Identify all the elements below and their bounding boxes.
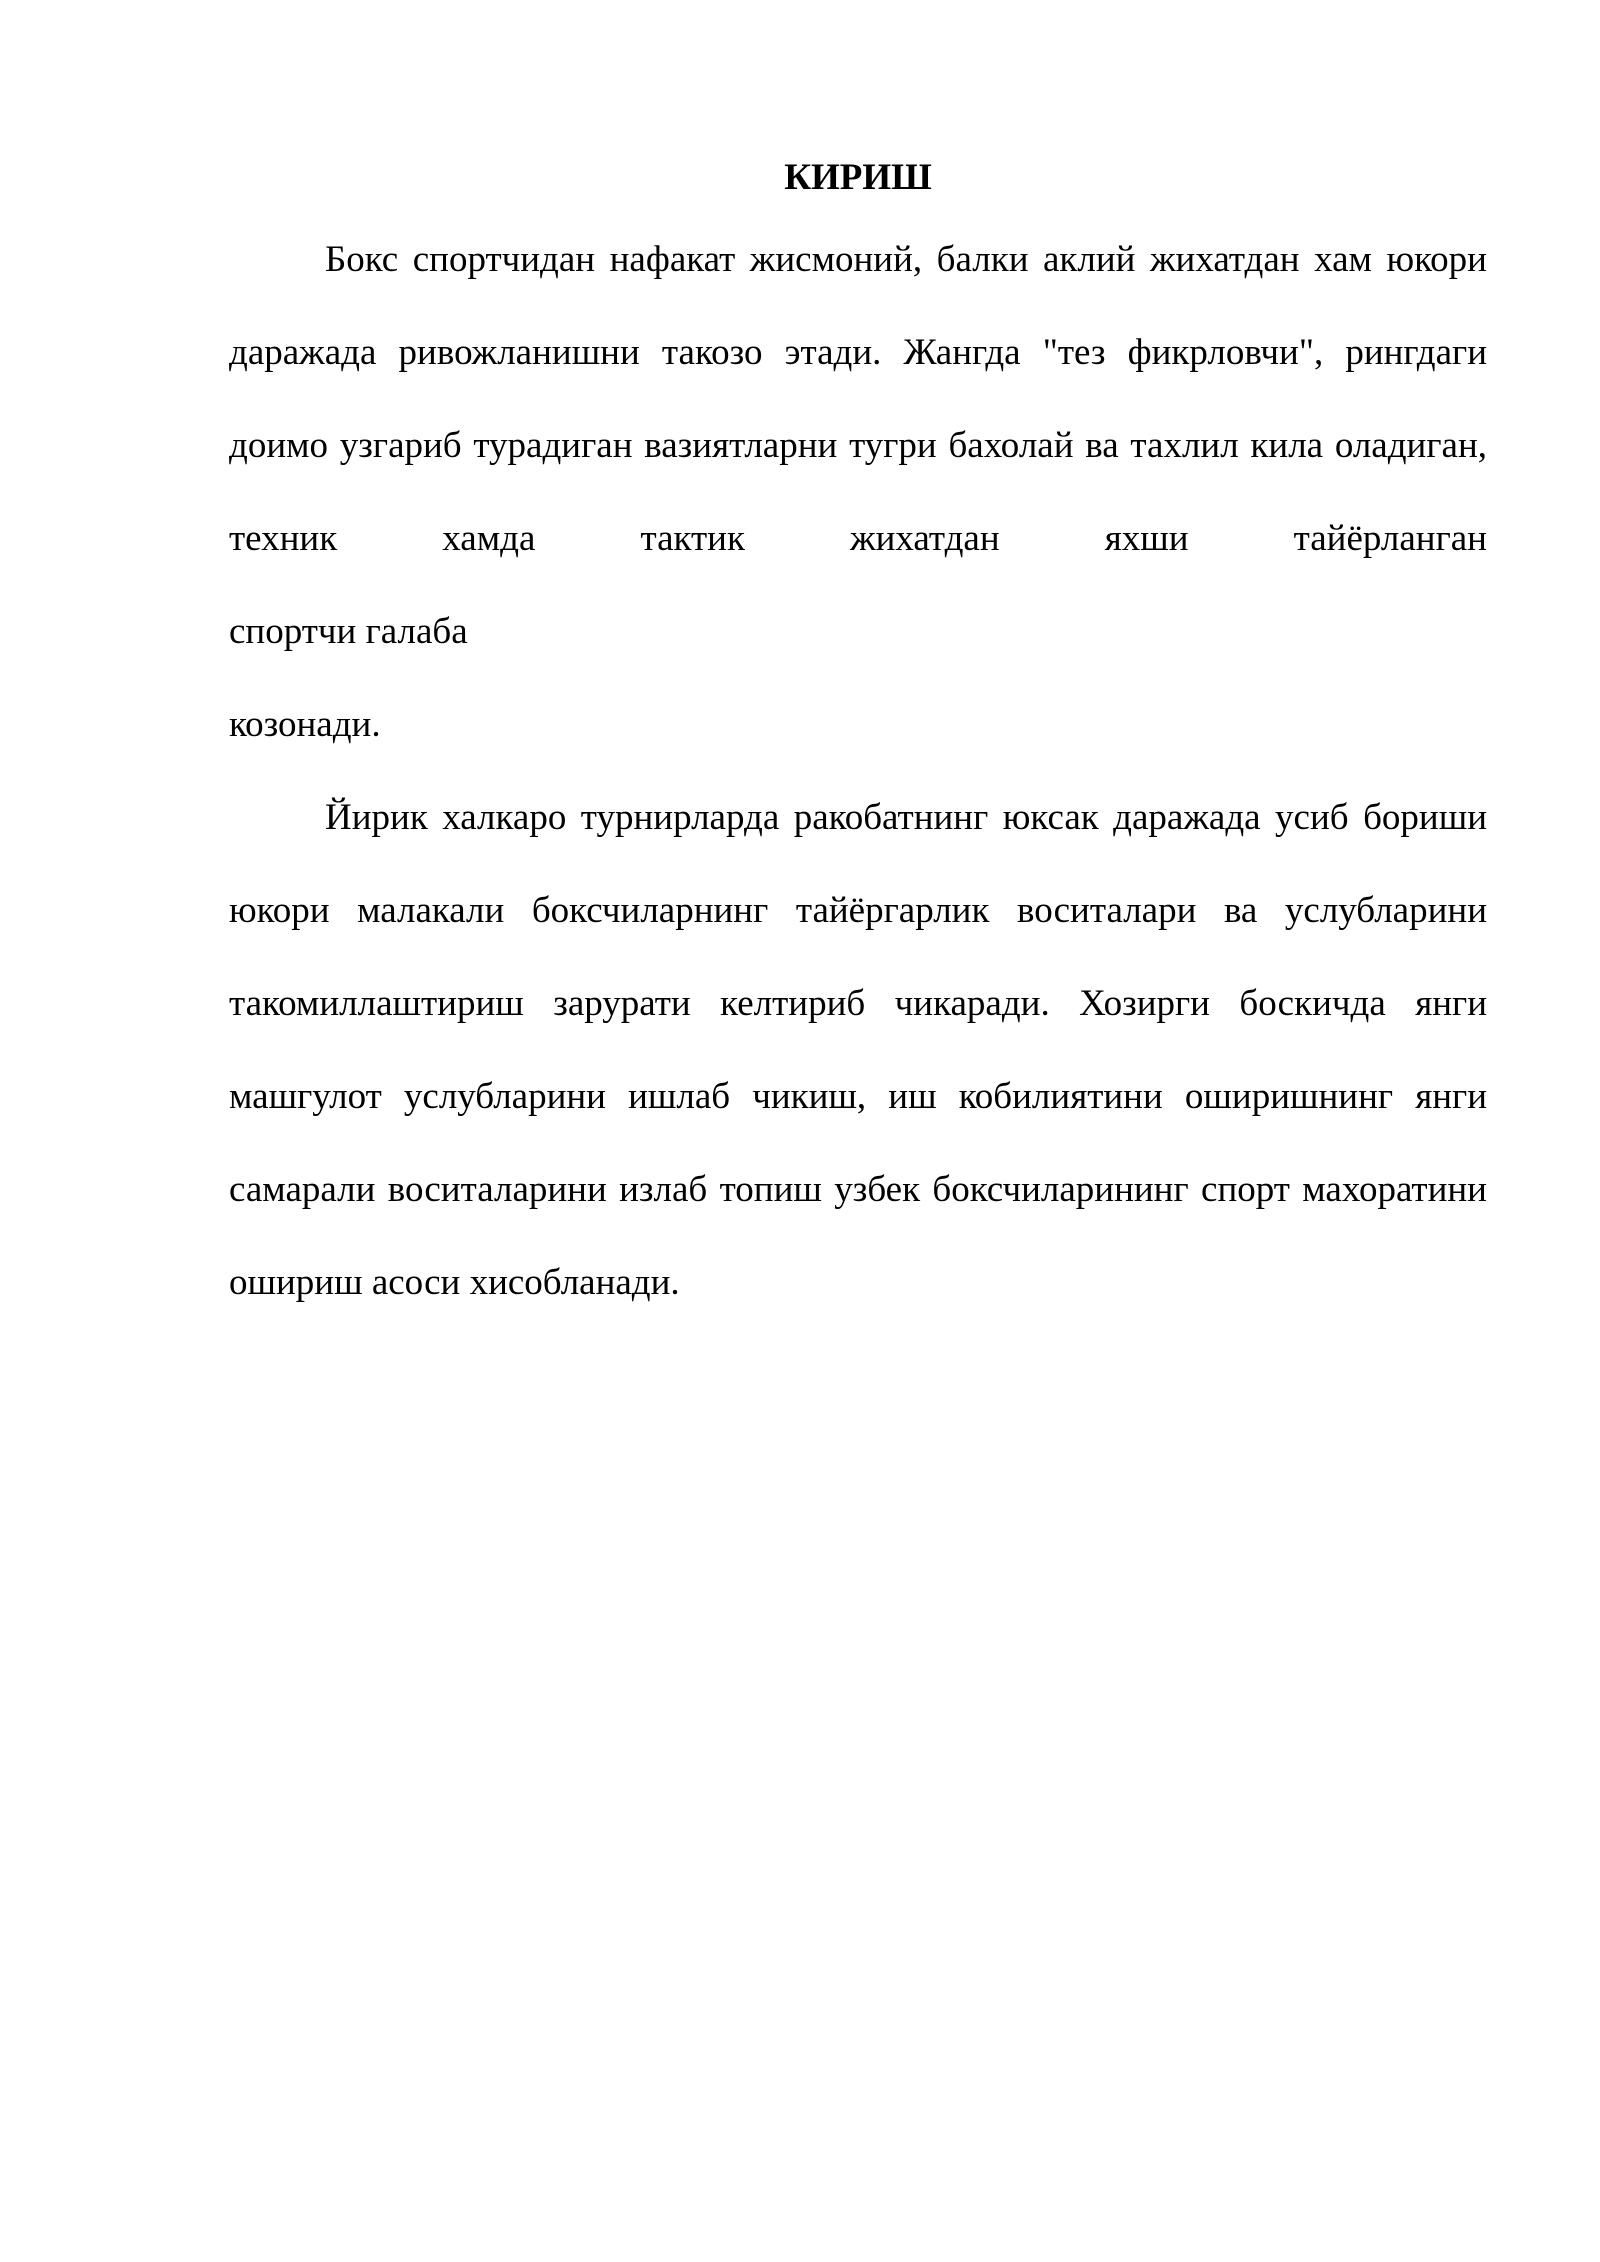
paragraph-1-line-kozonadi: козонади. xyxy=(229,704,381,745)
document-body xyxy=(229,148,1487,1329)
paragraph-1-line-sportchi: спортчи галаба xyxy=(229,611,468,652)
page-title: КИРИШ xyxy=(784,157,932,198)
paragraph-2: Йирик халкаро турнирларда ракобатнинг юксак даражада усиб бориши юкори малакали боксчиларнинг тайёргарлик воситалари ва услубларини такомиллаштириш зарурати келтириб чикаради. Хозирги боскичда янги машгулот услубларини ишлаб чикиш, иш кобилиятини оширишнинг янги самарали воситаларини излаб топиш узбек боксчиларининг спорт махоратини ошириш асоси хисобланади. xyxy=(229,797,1487,1303)
paragraph-1-text: Бокс спортчидан нафакат жисмоний, балки аклий жихатдан хам юкори даражада ривожланишни такозо этади. Жангда "тез фикрловчи", рингдаги доимо узгариб турадиган вазиятларни тугри бахолай ва тахлил кила оладиган, техник хамда тактик жихатдан яхши тайёрланган xyxy=(229,239,1487,559)
